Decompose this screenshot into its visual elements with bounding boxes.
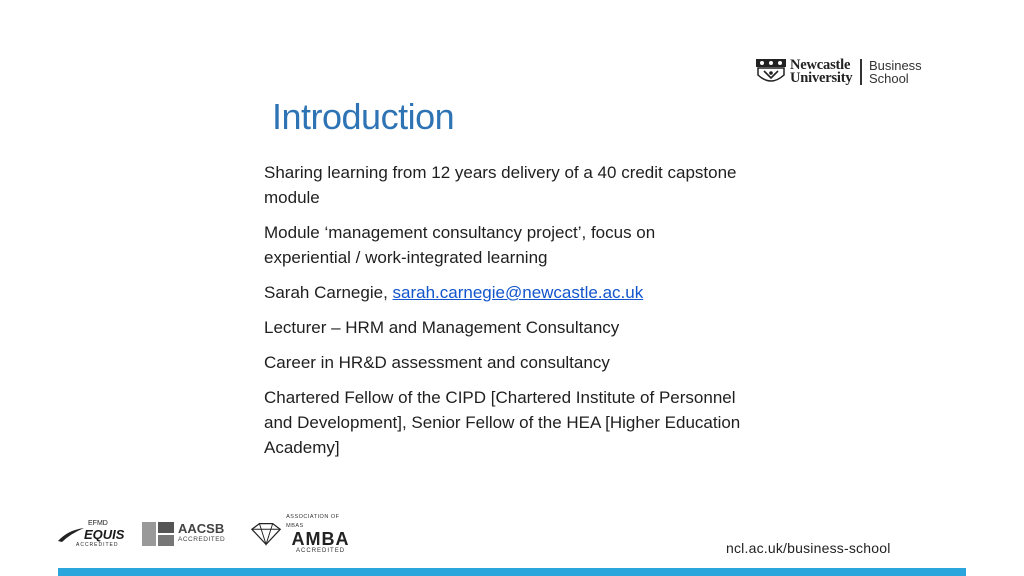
amba-accreditation-logo [250,513,355,554]
aacsb-accredited-text: ACCREDITED [178,536,226,543]
slide-title: Introduction [272,96,455,137]
amba-accredited-text: ACCREDITED [296,547,346,554]
university-crest-icon [756,59,786,85]
logo-name-line2: University [790,70,853,86]
bullet-contact [264,280,744,305]
logo-school-line1: Business [868,58,922,73]
slide-body [264,160,744,470]
equis-accreditation-logo [58,516,124,552]
aacsb-accreditation-logo [142,516,237,552]
bullet-lecturer: Lecturer – HRM and Management Consultancy [264,318,620,337]
logo-divider [860,59,862,85]
amba-association-text: ASSOCIATION OF MBAS [286,513,340,529]
bottom-accent-bar [58,568,966,576]
amba-word: AMBA [291,528,350,549]
aacsb-square-icon [142,522,174,546]
university-logo [756,56,980,88]
bullet-career: Career in HR&D assessment and consultancy [264,353,610,372]
logo-name-line1: Newcastle [790,57,851,73]
bullet-sharing: Sharing learning from 12 years delivery of a 40 credit capstone module [264,163,737,207]
bullet-fellow: Chartered Fellow of the CIPD [Chartered Institute of Personnel and Development], Senior Fellow of the HEA [Higher Education Academy] [264,388,741,457]
equis-swoosh-icon [58,528,84,542]
equis-efmd-text: EFMD [88,520,108,527]
email-link[interactable]: sarah.carnegie@newcastle.ac.uk [392,283,644,302]
equis-accredited-text: ACCREDITED [76,542,119,548]
aacsb-word: AACSB [178,521,225,536]
equis-word: EQUIS [84,527,125,542]
amba-gem-icon [250,521,282,547]
logo-school-line2: School [868,71,909,86]
bullet-module: Module ‘management consultancy project’, focus on experiential / work-integrated learning [264,223,656,267]
contact-name: Sarah Carnegie, [264,283,393,302]
footer-url: ncl.ac.uk/business-school [726,540,891,556]
